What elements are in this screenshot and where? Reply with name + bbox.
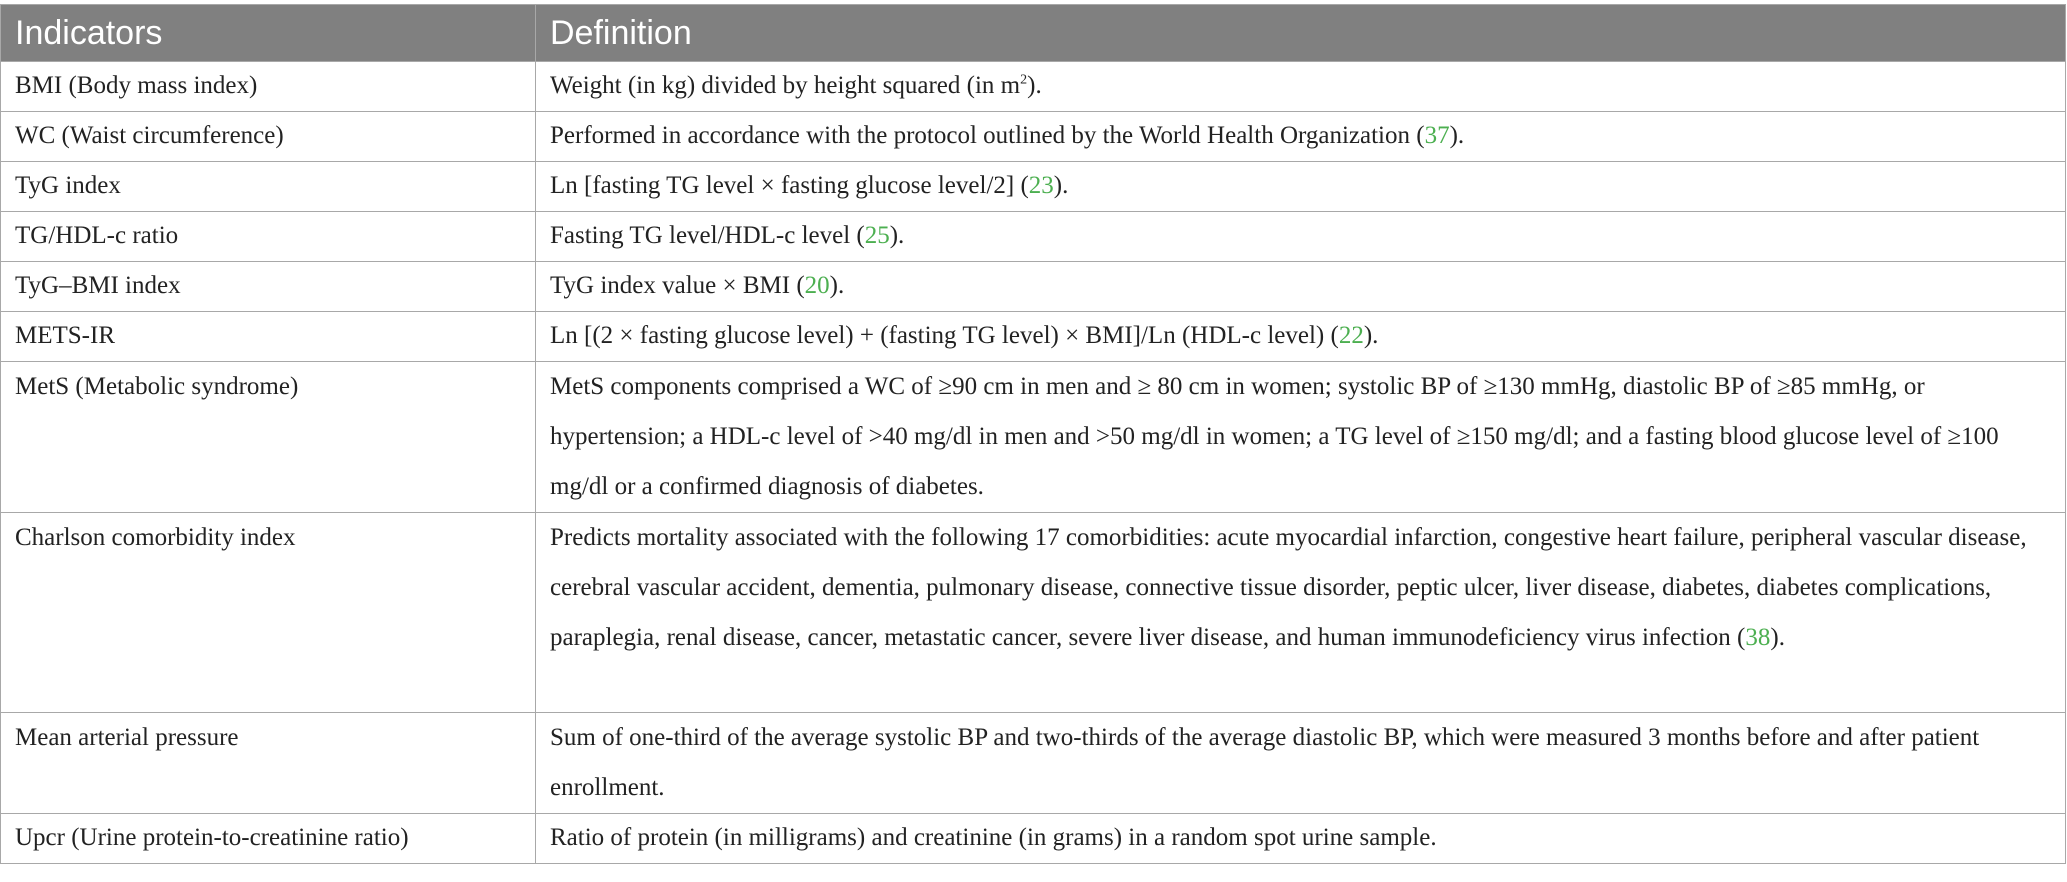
definition-text: ). [1770, 624, 1785, 651]
definition-cell [536, 262, 2066, 312]
indicator-cell: MetS (Metabolic syndrome) [1, 362, 536, 513]
definition-text: TyG index value × BMI ( [550, 272, 805, 299]
header-definition: Definition [536, 5, 2066, 62]
indicator-cell: METS-IR [1, 312, 536, 362]
definition-text: Ln [(2 × fasting glucose level) + (fasting TG level) × BMI]/Ln (HDL-c level) ( [550, 322, 1339, 349]
indicator-cell: BMI (Body mass index) [1, 62, 536, 112]
definition-text: ). [889, 222, 905, 249]
table-row [1, 62, 2066, 112]
definition-text: Sum of one-third of the average systolic BP and two-thirds of the average diastolic BP, which were measured 3 months before and after patient enrollment. [550, 724, 1980, 801]
table-row [1, 212, 2066, 262]
reference-link[interactable]: 22 [1338, 322, 1364, 349]
indicator-cell: Charlson comorbidity index [1, 513, 536, 713]
indicator-cell: WC (Waist circumference) [1, 112, 536, 162]
definition-cell [536, 513, 2066, 713]
header-indicators: Indicators [1, 5, 536, 62]
indicator-cell: TG/HDL-c ratio [1, 212, 536, 262]
table-row [1, 162, 2066, 212]
definition-text: Ratio of protein (in milligrams) and creatinine (in grams) in a random spot urine sample. [550, 824, 1437, 851]
definition-text: Performed in accordance with the protocol outlined by the World Health Organization ( [550, 122, 1425, 149]
definition-text: Weight (in kg) divided by height squared (in m [550, 72, 1021, 99]
definition-text: MetS components comprised a WC of ≥90 cm in men and ≥ 80 cm in women; systolic BP of ≥130 mmHg, diastolic BP of ≥85 mmHg, or hypertension; a HDL-c level of >40 mg/dl in men and >50 mg/dl in women; a TG level of ≥150 mg/dl; and a fasting blood glucose level of ≥100 mg/dl or a confirmed diagnosis of diabetes. [550, 373, 1999, 500]
definition-text: ). [1363, 322, 1379, 349]
definition-text: ). [829, 272, 845, 299]
definition-cell [536, 212, 2066, 262]
table-row [1, 312, 2066, 362]
table-row [1, 814, 2066, 864]
definition-cell [536, 62, 2066, 112]
superscript: 2 [1020, 72, 1028, 88]
definition-cell [536, 814, 2066, 864]
reference-link[interactable]: 38 [1745, 624, 1771, 651]
indicator-cell: TyG–BMI index [1, 262, 536, 312]
definition-cell [536, 112, 2066, 162]
table-row [1, 262, 2066, 312]
table-row [1, 112, 2066, 162]
definition-text: Predicts mortality associated with the following 17 comorbidities: acute myocardial infarction, congestive heart failure, peripheral vascular disease, cerebral vascular accident, dementia, pulmonary disease, connective tissue disorder, peptic ulcer, liver disease, diabetes, diabetes complications, paraplegia, renal disease, cancer, metastatic cancer, severe liver disease, and human immunodeficiency virus infection ( [550, 524, 2027, 651]
table-row [1, 362, 2066, 513]
definition-text: Fasting TG level/HDL-c level ( [550, 222, 865, 249]
definition-text: ). [1027, 72, 1042, 99]
reference-link[interactable]: 37 [1424, 122, 1450, 149]
definition-cell [536, 713, 2066, 814]
reference-link[interactable]: 20 [804, 272, 830, 299]
table-row [1, 713, 2066, 814]
definition-text: ). [1053, 172, 1069, 199]
definition-cell [536, 162, 2066, 212]
definition-text: Ln [fasting TG level × fasting glucose level/2] ( [550, 172, 1029, 199]
table-header-row [1, 5, 2066, 62]
indicator-cell: Mean arterial pressure [1, 713, 536, 814]
reference-link[interactable]: 23 [1028, 172, 1054, 199]
indicator-cell: Upcr (Urine protein-to-creatinine ratio) [1, 814, 536, 864]
indicators-table-container [0, 4, 2067, 864]
table-row [1, 513, 2066, 713]
indicator-cell: TyG index [1, 162, 536, 212]
definition-cell [536, 312, 2066, 362]
indicators-table [0, 4, 2066, 864]
definition-cell [536, 362, 2066, 513]
reference-link[interactable]: 25 [864, 222, 890, 249]
definition-text: ). [1449, 122, 1465, 149]
